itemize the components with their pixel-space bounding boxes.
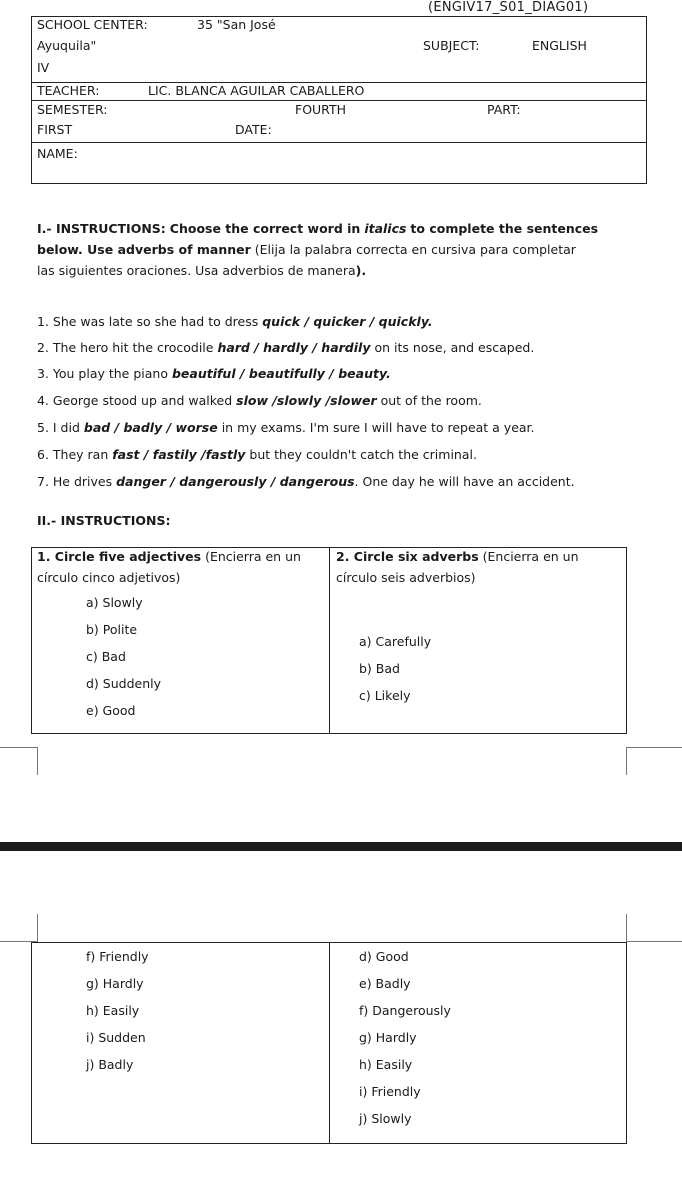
document-code: (ENGIV17_S01_DIAG01) (428, 0, 589, 15)
adverb-option[interactable]: i) Friendly (359, 1084, 421, 1099)
part-label: PART: (487, 102, 521, 117)
adjective-option[interactable]: b) Polite (86, 622, 138, 637)
sentence-item (37, 474, 575, 489)
sentence-item (37, 393, 482, 408)
crop-mark (626, 747, 682, 748)
sentence-text: 4. George stood up and walked (37, 393, 237, 408)
sentence-text-end: on its nose, and escaped. (370, 340, 535, 355)
exercise-table-part2 (31, 942, 627, 1144)
adverb-option[interactable]: a) Carefully (359, 634, 432, 649)
col1-title-bold: 1. Circle five adjectives (37, 549, 202, 564)
adverb-option[interactable]: g) Hardly (359, 1030, 417, 1045)
adjective-option[interactable]: d) Suddenly (86, 676, 161, 691)
subject-value: ENGLISH (532, 38, 587, 53)
adjective-option[interactable]: j) Badly (86, 1057, 134, 1072)
date-label: DATE: (235, 122, 272, 137)
sentence-text-end: in my exams. I'm sure I will have to repeat a year. (217, 420, 535, 435)
exercise-table-part1 (31, 547, 627, 734)
sentence-item (37, 340, 534, 355)
page-break (0, 842, 682, 851)
instructions-line-1 (37, 221, 598, 236)
sentence-text-end: out of the room. (376, 393, 482, 408)
sentence-text: 1. She was late so she had to dress (37, 314, 263, 329)
instructions-line-2 (37, 242, 576, 257)
adverb-option[interactable]: j) Slowly (359, 1111, 412, 1126)
instructions-text-2: below. Use adverbs of manner (37, 242, 251, 257)
school-label: SCHOOL CENTER: (37, 17, 148, 32)
sentence-options: quick / quicker / quickly. (262, 314, 433, 329)
sentence-item (37, 420, 535, 435)
instructions-spanish: (Elija la palabra correcta en cursiva para completar (254, 242, 576, 257)
column-divider (329, 548, 330, 733)
crop-mark (37, 914, 38, 942)
sentence-options: danger / dangerously / dangerous (116, 474, 355, 489)
sentence-options: bad / badly / worse (83, 420, 218, 435)
adverb-option[interactable]: h) Easily (359, 1057, 413, 1072)
adjective-option[interactable]: h) Easily (86, 1003, 140, 1018)
col2-title-spanish: (Encierra en un (482, 549, 579, 564)
sentence-options: fast / fastily /fastly (112, 447, 246, 462)
sentence-item (37, 314, 433, 329)
instructions-close: ). (355, 263, 367, 278)
adjective-option[interactable]: i) Sudden (86, 1030, 146, 1045)
semester-value: FOURTH (295, 102, 346, 117)
sentence-text: 3. You play the piano (37, 366, 172, 381)
school-value-cont: Ayuquila" (37, 38, 97, 53)
col2-title (336, 549, 579, 564)
adverb-option[interactable]: f) Dangerously (359, 1003, 451, 1018)
header-row-teacher (32, 83, 646, 101)
sentence-text: 2. The hero hit the crocodile (37, 340, 218, 355)
col1-title-line2: círculo cinco adjetivos) (37, 570, 181, 585)
adjective-option[interactable]: a) Slowly (86, 595, 143, 610)
adjective-option[interactable]: e) Good (86, 703, 136, 718)
crop-mark (0, 747, 38, 748)
sentence-item (37, 447, 477, 462)
sentence-text: 5. I did (37, 420, 84, 435)
sentence-text: 6. They ran (37, 447, 113, 462)
crop-mark (37, 747, 38, 775)
header-row-semester (32, 101, 646, 143)
instructions-spanish-2: las siguientes oraciones. Usa adverbios de manera (37, 263, 356, 278)
teacher-label: TEACHER: (37, 83, 100, 98)
adverb-option[interactable]: b) Bad (359, 661, 400, 676)
column-divider (329, 943, 330, 1143)
crop-mark (626, 914, 627, 942)
part-value: FIRST (37, 122, 73, 137)
instructions-line-3 (37, 263, 366, 278)
teacher-value: LIC. BLANCA AGUILAR CABALLERO (148, 83, 365, 98)
sentence-options: hard / hardly / hardily (217, 340, 371, 355)
instructions-heading: I.- INSTRUCTIONS: (37, 221, 166, 236)
sentence-item (37, 366, 391, 381)
sentence-options: slow /slowly /slower (236, 393, 377, 408)
crop-mark (626, 941, 682, 942)
col1-title-spanish: (Encierra en un (205, 549, 301, 564)
crop-mark (626, 747, 627, 775)
header-table (31, 16, 647, 184)
name-label: NAME: (37, 146, 78, 161)
adjective-option[interactable]: g) Hardly (86, 976, 144, 991)
instructions-text: Choose the correct word in (169, 221, 361, 236)
subject-label: SUBJECT: (423, 38, 480, 53)
col1-title (37, 549, 301, 564)
adjective-option[interactable]: f) Friendly (86, 949, 149, 964)
col2-title-line2: círculo seis adverbios) (336, 570, 476, 585)
school-value: 35 "San José (197, 17, 276, 32)
adverb-option[interactable]: e) Badly (359, 976, 411, 991)
instructions-text-end: to complete the sentences (410, 221, 599, 236)
instructions-italics: italics (364, 221, 407, 236)
sentence-text: 7. He drives (37, 474, 117, 489)
level-value: IV (37, 60, 50, 75)
adverb-option[interactable]: d) Good (359, 949, 409, 964)
sentence-text-end: . One day he will have an accident. (354, 474, 575, 489)
header-row-school (32, 17, 646, 83)
adverb-option[interactable]: c) Likely (359, 688, 411, 703)
sentence-options: beautiful / beautifully / beauty. (171, 366, 391, 381)
adjective-option[interactable]: c) Bad (86, 649, 126, 664)
sentence-text-end: but they couldn't catch the criminal. (245, 447, 477, 462)
col2-title-bold: 2. Circle six adverbs (336, 549, 479, 564)
semester-label: SEMESTER: (37, 102, 108, 117)
section2-heading: II.- INSTRUCTIONS: (37, 513, 171, 528)
